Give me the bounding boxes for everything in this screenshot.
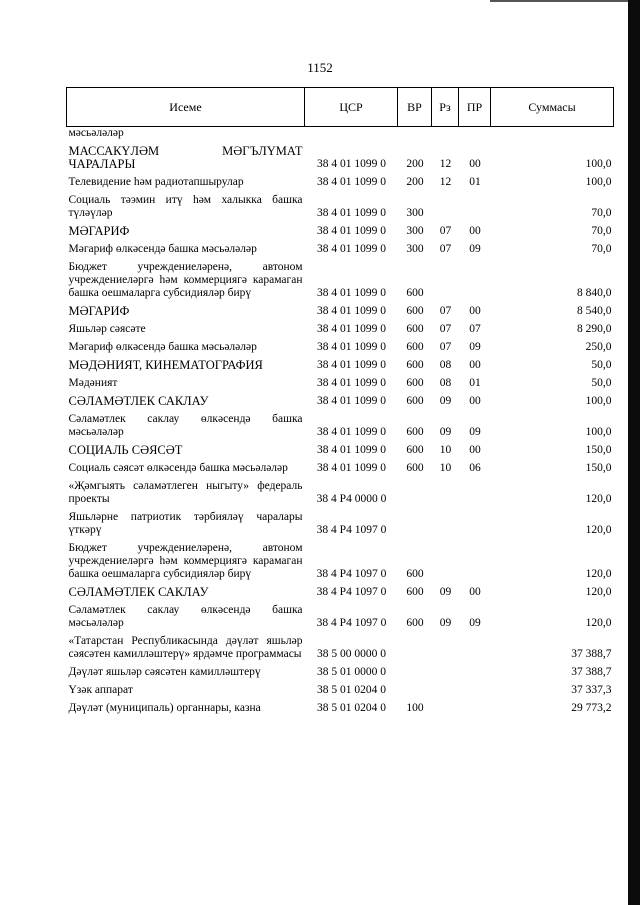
- cell-csr: 38 4 01 1099 0: [317, 243, 386, 255]
- table-row: [67, 602, 614, 633]
- cell-rz: 07: [439, 323, 452, 335]
- cell-csr: 38 4 01 1099 0: [317, 225, 386, 237]
- cell-sum: 100,0: [585, 395, 612, 407]
- cell-name: МӘГАРИФ: [68, 304, 130, 318]
- cell-sum: 8 540,0: [577, 305, 612, 317]
- cell-vr: 600: [406, 377, 424, 389]
- cell-vr: 600: [406, 395, 424, 407]
- cell-rz: [432, 192, 459, 223]
- table-row: [67, 460, 614, 478]
- cell-csr: 38 4 01 1099 0: [317, 444, 386, 456]
- cell-pr: 00: [469, 586, 481, 598]
- cell-name: Телевидение һәм радиотапшырулар: [68, 176, 244, 188]
- cell-rz: 09: [439, 426, 452, 438]
- cell-rz: [432, 509, 459, 540]
- cell-csr: 38 4 P4 1097 0: [316, 586, 387, 598]
- table-row: [67, 442, 614, 460]
- cell-sum: 100,0: [585, 158, 612, 170]
- cell-vr: [398, 633, 432, 664]
- cell-csr: 38 4 P4 1097 0: [316, 568, 387, 580]
- cell-pr: [459, 478, 491, 509]
- cell-csr: 38 4 01 1099 0: [317, 462, 386, 474]
- cell-name: «Җәмгыять сәламәтлеген ныгыту» федераль проекты: [68, 480, 303, 505]
- cell-name: Бюджет учреждениеләренә, автоном учреждениеләргә һәм коммерциягә карамаган башка оешмаларга субсидияләр бирү: [68, 261, 303, 299]
- table-row: [67, 321, 614, 339]
- header-vr: ВР: [398, 88, 432, 127]
- cell-rz: 12: [439, 176, 452, 188]
- table-row: [67, 143, 614, 174]
- cell-sum: 120,0: [585, 586, 612, 598]
- cell-sum: 8 290,0: [577, 323, 612, 335]
- cell-vr: 600: [406, 341, 424, 353]
- cell-vr: 600: [406, 305, 424, 317]
- table-row: [67, 540, 614, 584]
- cell-name: МӘГАРИФ: [68, 224, 130, 238]
- cell-vr: 600: [406, 287, 424, 299]
- cell-vr: 600: [406, 462, 424, 474]
- cell-csr: 38 4 01 1099 0: [317, 305, 386, 317]
- cell-pr: [459, 509, 491, 540]
- table-row: [67, 339, 614, 357]
- cell-pr: [459, 682, 491, 700]
- cell-sum: 37 388,7: [571, 666, 612, 678]
- cell-csr: 38 4 01 1099 0: [317, 395, 386, 407]
- cell-sum: 100,0: [585, 176, 612, 188]
- cell-pr: 00: [469, 444, 481, 456]
- cell-vr: 600: [406, 359, 424, 371]
- table-row: [67, 357, 614, 375]
- cell-sum: 150,0: [585, 462, 612, 474]
- cell-sum: 100,0: [585, 426, 612, 438]
- cell-name: МАССАКҮЛӘМ МӘГЪЛҮМАТ ЧАРАЛАРЫ: [68, 144, 303, 171]
- cell-vr: 100: [406, 702, 424, 714]
- cell-name: Яшьләр сәясәте: [68, 323, 146, 335]
- cell-csr: 38 4 P4 1097 0: [316, 524, 387, 536]
- cell-pr: 00: [469, 158, 481, 170]
- cell-rz: [432, 682, 459, 700]
- cell-vr: 600: [406, 617, 424, 629]
- cell-vr: 600: [406, 586, 424, 598]
- cell-csr: 38 4 P4 0000 0: [316, 493, 387, 505]
- cell-pr: [459, 664, 491, 682]
- cell-name: СӘЛАМӘТЛЕК САКЛАУ: [68, 394, 209, 408]
- cell-rz: [432, 478, 459, 509]
- cell-name: «Татарстан Республикасында дәүләт яшьләр сәясәтен камилләштерү» ярдәмче программасы: [68, 635, 303, 660]
- cell-vr: [398, 127, 432, 144]
- cell-pr: 06: [469, 462, 481, 474]
- cell-name: Мәгариф өлкәсендә башка мәсьәләләр: [68, 341, 257, 353]
- table-row: [67, 509, 614, 540]
- cell-csr: 38 5 00 0000 0: [317, 648, 386, 660]
- cell-csr: 38 4 01 1099 0: [317, 323, 386, 335]
- cell-pr: 00: [469, 395, 481, 407]
- cell-vr: 600: [406, 568, 424, 580]
- cell-name: Бюджет учреждениеләренә, автоном учреждениеләргә һәм коммерциягә карамаган башка оешмаларга субсидияләр бирү: [68, 542, 303, 580]
- cell-rz: [432, 633, 459, 664]
- cell-pr: 07: [469, 323, 481, 335]
- cell-rz: 08: [439, 377, 452, 389]
- cell-csr: 38 4 01 1099 0: [317, 377, 386, 389]
- cell-name: МӘДӘНИЯТ, КИНЕМАТОГРАФИЯ: [68, 358, 263, 372]
- cell-name: СӘЛАМӘТЛЕК САКЛАУ: [68, 585, 209, 599]
- cell-csr: 38 4 01 1099 0: [317, 359, 386, 371]
- cell-pr: 00: [469, 225, 481, 237]
- cell-csr: 38 5 01 0204 0: [317, 684, 386, 696]
- table-row: [67, 682, 614, 700]
- cell-csr: 38 4 01 1099 0: [317, 176, 386, 188]
- cell-csr: 38 4 01 1099 0: [317, 287, 386, 299]
- cell-rz: 10: [439, 462, 452, 474]
- table-header-row: [67, 88, 614, 127]
- cell-pr: 09: [469, 617, 481, 629]
- cell-pr: [459, 192, 491, 223]
- table-row: [67, 223, 614, 241]
- cell-pr: [459, 127, 491, 144]
- cell-pr: 09: [469, 341, 481, 353]
- cell-name: СОЦИАЛЬ СӘЯСӘТ: [68, 443, 183, 457]
- cell-rz: 10: [439, 444, 452, 456]
- cell-pr: 09: [469, 426, 481, 438]
- cell-name: Сәламәтлек саклау өлкәсендә башка мәсьәләләр: [68, 413, 303, 438]
- cell-sum: 120,0: [585, 568, 612, 580]
- cell-csr: 38 4 01 1099 0: [317, 341, 386, 353]
- cell-csr: 38 4 01 1099 0: [317, 207, 386, 219]
- cell-rz: [432, 700, 459, 718]
- budget-table: [66, 87, 614, 718]
- header-sum: Суммасы: [491, 88, 614, 127]
- cell-sum: 120,0: [585, 493, 612, 505]
- cell-vr: 600: [406, 444, 424, 456]
- cell-pr: 09: [469, 243, 481, 255]
- cell-sum: 150,0: [585, 444, 612, 456]
- cell-sum: 50,0: [591, 359, 612, 371]
- cell-sum: 120,0: [585, 617, 612, 629]
- cell-vr: [398, 664, 432, 682]
- cell-name: Яшьләрне патриотик тәрбияләү чаралары үткәрү: [68, 511, 303, 536]
- cell-rz: [432, 259, 459, 303]
- cell-rz: 07: [439, 341, 452, 353]
- cell-vr: [398, 509, 432, 540]
- header-pr: ПР: [459, 88, 491, 127]
- cell-rz: 07: [439, 243, 452, 255]
- table-row: [67, 393, 614, 411]
- cell-vr: 300: [406, 207, 424, 219]
- table-row: [67, 633, 614, 664]
- table-row: [67, 303, 614, 321]
- table-row: [67, 478, 614, 509]
- cell-vr: 600: [406, 426, 424, 438]
- cell-sum: 70,0: [591, 207, 612, 219]
- cell-rz: [432, 540, 459, 584]
- scan-edge-line: [490, 0, 630, 2]
- cell-pr: [459, 540, 491, 584]
- table-row: [67, 584, 614, 602]
- cell-sum: 50,0: [591, 377, 612, 389]
- cell-pr: 01: [469, 377, 481, 389]
- cell-sum: 70,0: [591, 225, 612, 237]
- cell-name: Дәүләт яшьләр сәясәтен камилләштерү: [68, 666, 261, 678]
- cell-name: Социаль сәясәт өлкәсендә башка мәсьәләләр: [68, 462, 288, 474]
- header-name: Исеме: [67, 88, 305, 127]
- cell-rz: 09: [439, 617, 452, 629]
- cell-sum: [491, 127, 614, 144]
- cell-pr: [459, 700, 491, 718]
- cell-sum: 29 773,2: [571, 702, 612, 714]
- cell-name: Социаль тәэмин итү һәм халыкка башка түләүләр: [68, 194, 303, 219]
- cell-sum: 250,0: [585, 341, 612, 353]
- header-rz: Рз: [432, 88, 459, 127]
- cell-csr: 38 5 01 0204 0: [317, 702, 386, 714]
- cell-sum: 70,0: [591, 243, 612, 255]
- header-csr: ЦСР: [305, 88, 398, 127]
- cell-rz: [432, 127, 459, 144]
- cell-vr: 300: [406, 225, 424, 237]
- table-row: [67, 192, 614, 223]
- cell-csr: 38 5 01 0000 0: [317, 666, 386, 678]
- cell-csr: [305, 127, 398, 144]
- cell-rz: 09: [439, 586, 452, 598]
- cell-vr: 200: [406, 176, 424, 188]
- cell-name: Үзәк аппарат: [68, 684, 133, 696]
- cell-csr: 38 4 P4 1097 0: [316, 617, 387, 629]
- cell-pr: 01: [469, 176, 481, 188]
- cell-sum: 8 840,0: [577, 287, 612, 299]
- scan-edge-shadow: [628, 0, 640, 905]
- cell-sum: 37 337,3: [571, 684, 612, 696]
- cell-name: Мәгариф өлкәсендә башка мәсьәләләр: [68, 243, 257, 255]
- cell-vr: [398, 682, 432, 700]
- cell-rz: [432, 664, 459, 682]
- table-body: [67, 127, 614, 719]
- cell-vr: 200: [406, 158, 424, 170]
- page-number: 1152: [307, 60, 333, 75]
- cell-rz: 07: [439, 225, 452, 237]
- cell-name: Сәламәтлек саклау өлкәсендә башка мәсьәләләр: [68, 604, 303, 629]
- cell-pr: [459, 259, 491, 303]
- cell-rz: 09: [439, 395, 452, 407]
- cell-rz: 08: [439, 359, 452, 371]
- cell-csr: 38 4 01 1099 0: [317, 426, 386, 438]
- table-row: [67, 241, 614, 259]
- table-row: [67, 259, 614, 303]
- cell-rz: 07: [439, 305, 452, 317]
- table-row: [67, 411, 614, 442]
- cell-pr: 00: [469, 305, 481, 317]
- cell-rz: 12: [439, 158, 452, 170]
- cell-vr: 300: [406, 243, 424, 255]
- table-row: [67, 664, 614, 682]
- cell-vr: 600: [406, 323, 424, 335]
- table-row: [67, 127, 614, 144]
- cell-sum: 120,0: [585, 524, 612, 536]
- cell-vr: [398, 478, 432, 509]
- cell-name: Мәдәният: [68, 377, 118, 389]
- cell-csr: 38 4 01 1099 0: [317, 158, 386, 170]
- cell-name: мәсьәләләр: [68, 127, 124, 139]
- table-row: [67, 174, 614, 192]
- cell-name: Дәүләт (муниципаль) органнары, казна: [68, 702, 261, 714]
- cell-pr: [459, 633, 491, 664]
- table-row: [67, 700, 614, 718]
- cell-pr: 00: [469, 359, 481, 371]
- cell-sum: 37 388,7: [571, 648, 612, 660]
- table-row: [67, 375, 614, 393]
